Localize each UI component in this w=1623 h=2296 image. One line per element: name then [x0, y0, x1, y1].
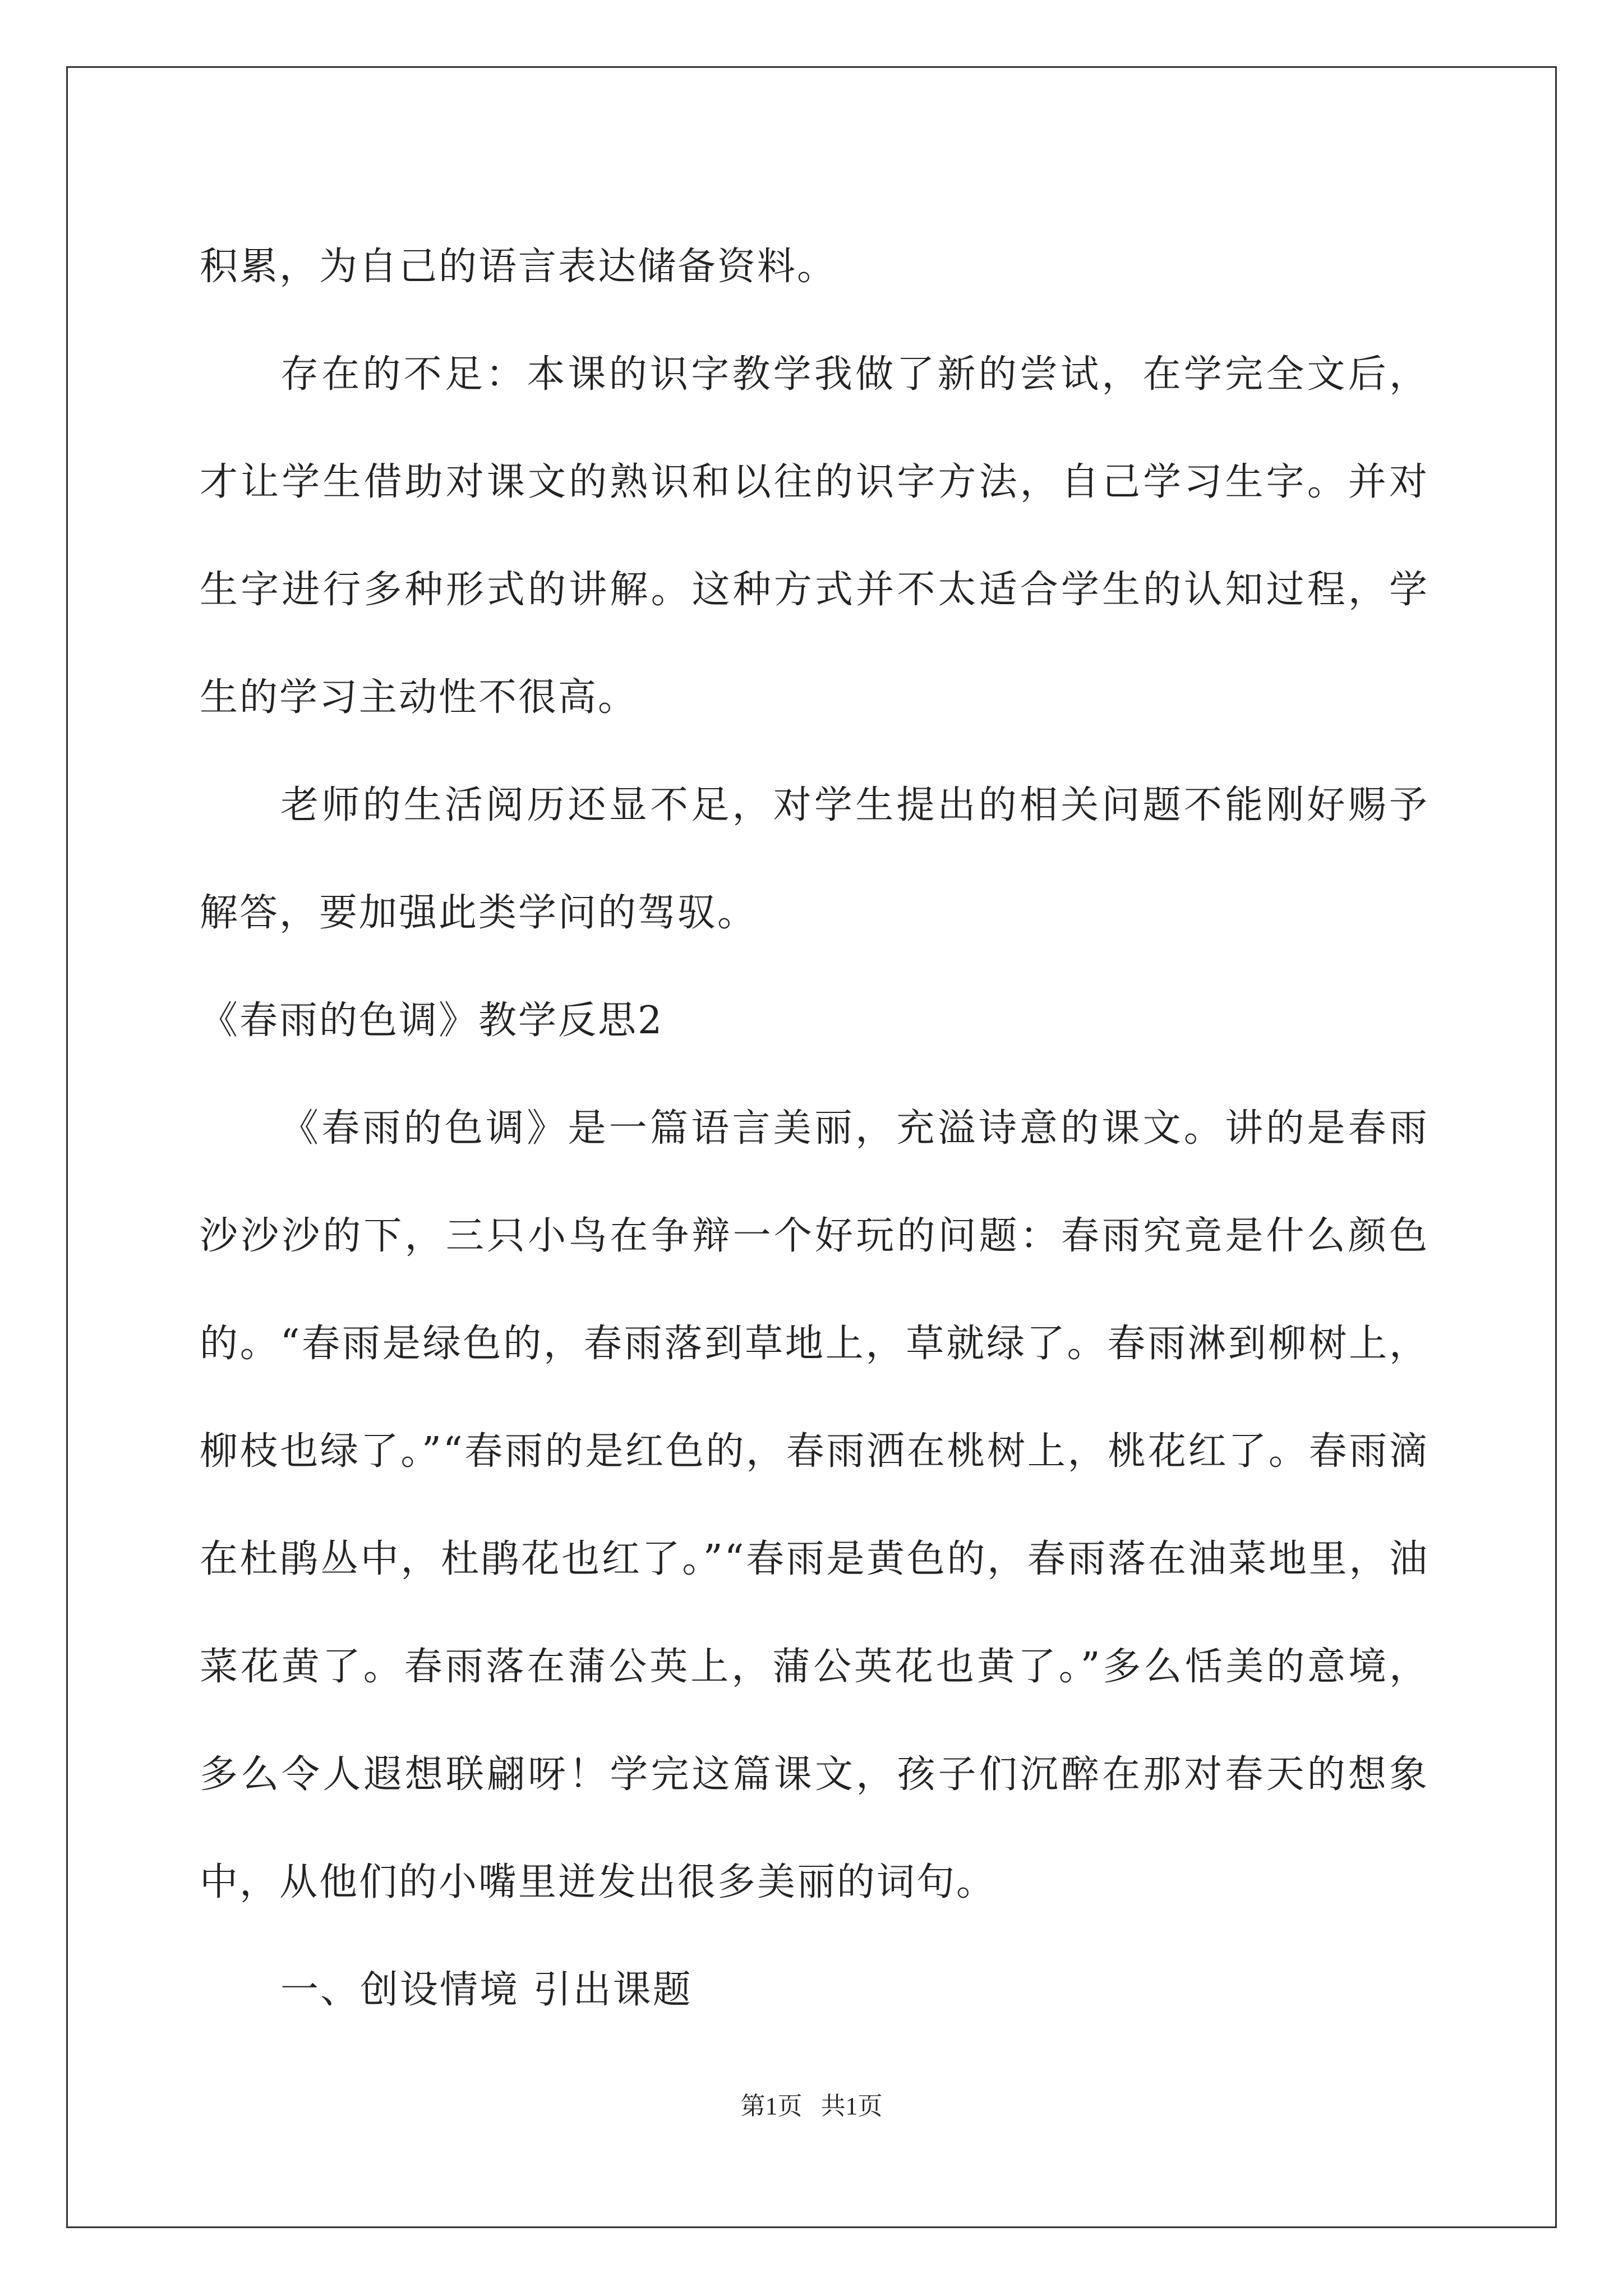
paragraph-5: 一、创设情境 引出课题 — [280, 1968, 693, 2012]
paragraph-4: 《春雨的色调》是一篇语言美丽，充溢诗意的课文。讲的是春雨沙沙沙的下，三只小鸟在争辩一个好玩的问题：春雨究竟是什么颜色的。“春雨是绿色的，春雨落到草地上，草就绿了。春雨淋到柳树上，柳枝也绿了。”“春雨的是红色的，春雨洒在桃树上，桃花红了。春雨滴在杜鹃丛中，杜鹃花也红了。”“春雨是黄色的，春雨落在油菜地里，油菜花黄了。春雨落在蒲公英上，蒲公英花也黄了。”多么恬美的意境，多么令人遐想联翩呀！学完这篇课文，孩子们沉醉在那对春天的想象中，从他们的小嘴里迸发出很多美丽的词句。 — [200, 1106, 1429, 1904]
section-heading: 《春雨的色调》教学反思2 — [200, 999, 664, 1043]
page-footer — [0, 2086, 1623, 2122]
paragraph-3: 老师的生活阅历还显不足，对学生提出的相关问题不能刚好赐予解答，要加强此类学问的驾驭。 — [200, 783, 1429, 935]
page-number: 第1页 — [740, 2092, 803, 2120]
paragraph-1: 积累，为自己的语言表达储备资料。 — [200, 245, 837, 289]
paragraph-2: 存在的不足：本课的识字教学我做了新的尝试，在学完全文后，才让学生借助对课文的熟识和以往的识字方法，自己学习生字。并对生字进行多种形式的讲解。这种方式并不太适合学生的认知过程，学生的学习主动性不很高。 — [200, 352, 1429, 720]
page-total: 共1页 — [820, 2092, 883, 2120]
document-body — [200, 213, 1429, 2044]
